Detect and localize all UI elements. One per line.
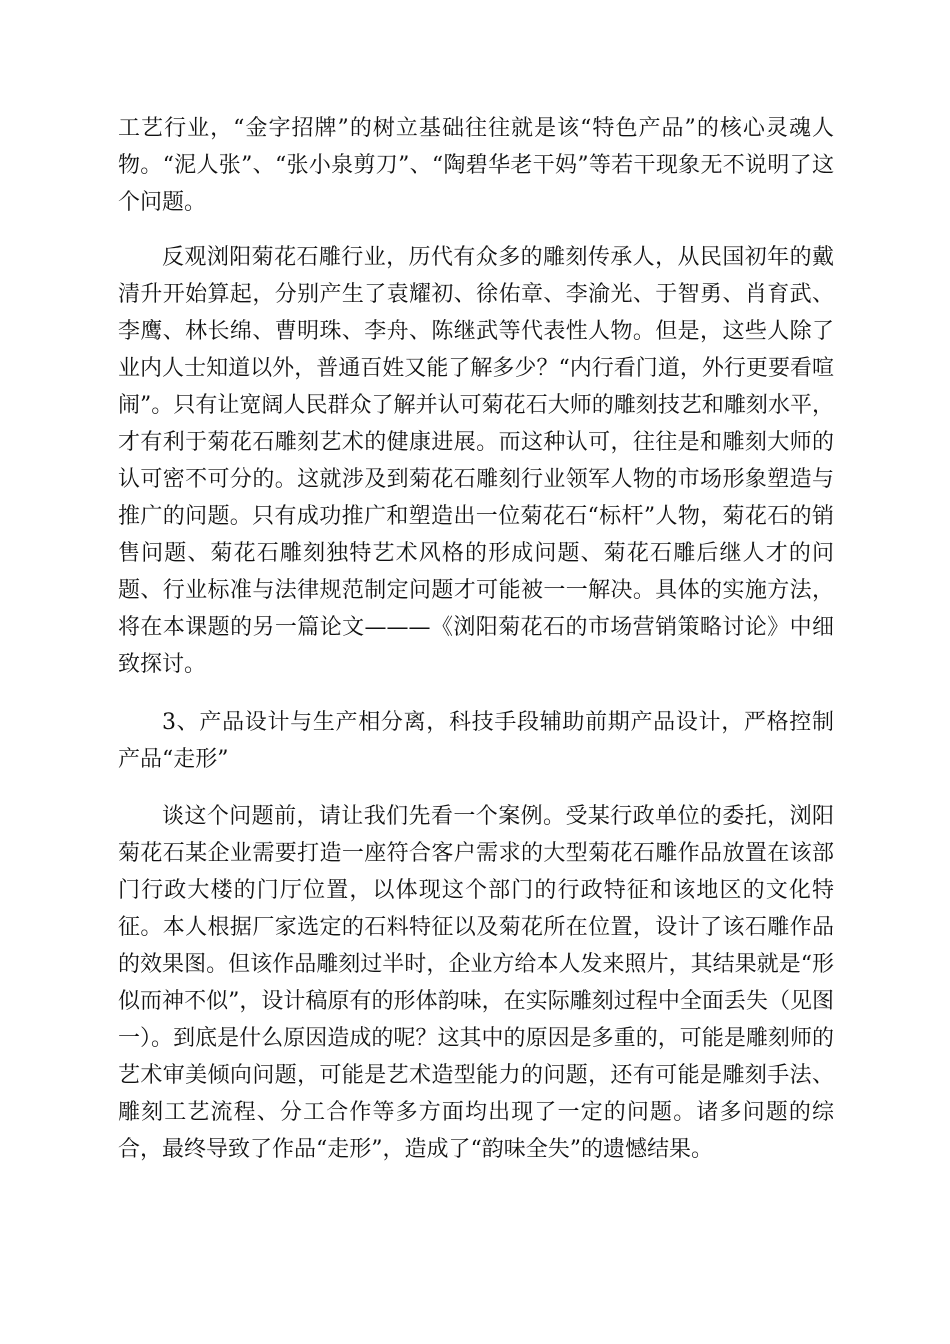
document-page <box>118 110 834 1168</box>
paragraph-continuation: 工艺行业，“金字招牌”的树立基础往往就是该“特色产品”的核心灵魂人物。“泥人张”、“张小泉剪刀”、“陶碧华老干妈”等若干现象无不说明了这个问题。 <box>118 116 834 215</box>
section-heading-3: 3、产品设计与生产相分离，科技手段辅助前期产品设计，严格控制产品“走形” <box>118 710 834 772</box>
paragraph-liuyang-carving-masters: 反观浏阳菊花石雕行业，历代有众多的雕刻传承人，从民国初年的戴清升开始算起，分别产生了袁耀初、徐佑章、李渝光、于智勇、肖育武、李鹰、林长绵、曹明珠、李舟、陈继武等代表性人物。但是，这些人除了业内人士知道以外，普通百姓又能了解多少？“内行看门道，外行更要看喧闹”。只有让宽阔人民群众了解并认可菊花石大师的雕刻技艺和雕刻水平，才有利于菊花石雕刻艺术的健康进展。而这种认可，往往是和雕刻大师的认可密不可分的。这就涉及到菊花石雕刻行业领军人物的市场形象塑造与推广的问题。只有成功推广和塑造出一位菊花石“标杆”人物，菊花石的销售问题、菊花石雕刻独特艺术风格的形成问题、菊花石雕后继人才的问题、行业标准与法律规范制定问题才可能被一一解决。具体的实施方法，将在本课题的另一篇论文———《浏阳菊花石的市场营销策略讨论》中细致探讨。 <box>118 245 834 677</box>
paragraph-case-study: 谈这个问题前，请让我们先看一个案例。受某行政单位的委托，浏阳菊花石某企业需要打造一座符合客户需求的大型菊花石雕作品放置在该部门行政大楼的门厅位置，以体现这个部门的行政特征和该地区的文化特征。本人根据厂家选定的石料特征以及菊花所在位置，设计了该石雕作品的效果图。但该作品雕刻过半时，企业方给本人发来照片，其结果就是“形似而神不似”，设计稿原有的形体韵味，在实际雕刻过程中全面丢失（见图一）。到底是什么原因造成的呢？这其中的原因是多重的，可能是雕刻师的艺术审美倾向问题，可能是艺术造型能力的问题，还有可能是雕刻手法、雕刻工艺流程、分工合作等多方面均出现了一定的问题。诸多问题的综合，最终导致了作品“走形”，造成了“韵味全失”的遗憾结果。 <box>118 804 834 1162</box>
